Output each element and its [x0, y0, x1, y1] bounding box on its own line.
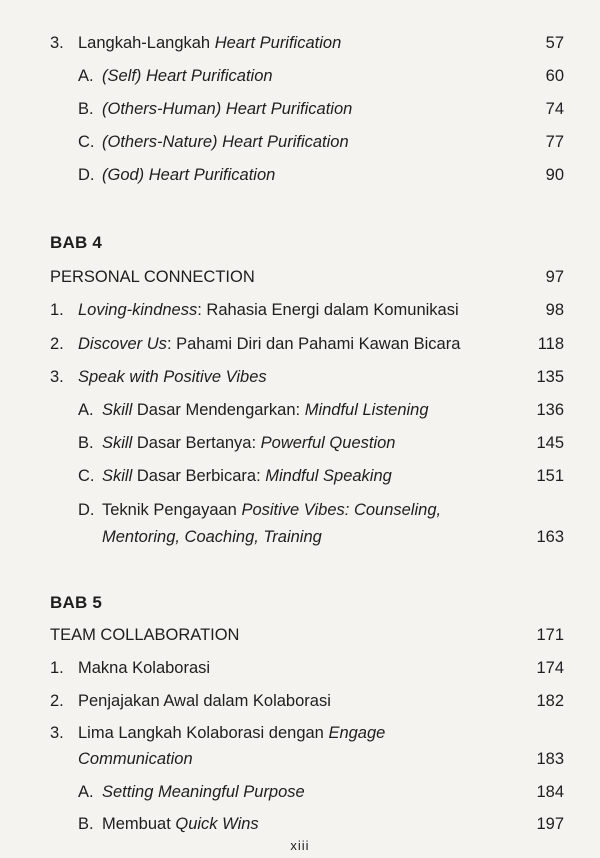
toc-entry [0, 397, 600, 423]
entry-number: A. [78, 783, 94, 801]
entry-number: 3. [50, 34, 64, 52]
chapter-label: BAB 4 [50, 233, 103, 252]
entry-number: A. [78, 67, 94, 85]
entry-page: 60 [545, 67, 564, 85]
entry-title-continued: Mentoring, Coaching, Training [102, 528, 322, 546]
entry-title: Skill Dasar Berbicara: Mindful Speaking [102, 467, 392, 485]
entry-title: Langkah-Langkah Heart Purification [78, 34, 342, 52]
entry-title: Speak with Positive Vibes [78, 368, 267, 386]
toc-entry [0, 30, 600, 56]
entry-page: 98 [545, 301, 564, 319]
entry-number: A. [78, 401, 94, 419]
entry-page: 183 [536, 750, 564, 768]
toc-entry [0, 688, 600, 714]
entry-title: (Others-Human) Heart Purification [102, 100, 353, 118]
toc-entry [0, 96, 600, 122]
toc-entry [0, 811, 600, 837]
entry-title: Membuat Quick Wins [102, 815, 259, 833]
entry-title-continued: Communication [78, 750, 193, 768]
entry-page: 182 [536, 692, 564, 710]
entry-number: C. [78, 467, 95, 485]
entry-page: 118 [537, 335, 564, 353]
entry-title: Skill Dasar Bertanya: Powerful Question [102, 434, 396, 452]
entry-number: 1. [50, 301, 64, 319]
entry-title: (Self) Heart Purification [102, 67, 273, 85]
toc-entry [0, 364, 600, 390]
entry-page: 174 [536, 659, 564, 677]
entry-page: 171 [536, 626, 564, 644]
entry-page: 74 [545, 100, 564, 118]
entry-number: B. [78, 100, 94, 118]
entry-number: C. [78, 133, 95, 151]
entry-page: 136 [536, 401, 564, 419]
entry-number: B. [78, 434, 94, 452]
toc-entry [0, 655, 600, 681]
chapter-title: PERSONAL CONNECTION [50, 268, 255, 286]
toc-entry [0, 779, 600, 805]
entry-number: 1. [50, 659, 64, 677]
entry-title: Penjajakan Awal dalam Kolaborasi [78, 692, 331, 710]
entry-page: 197 [536, 815, 564, 833]
entry-number: 2. [50, 692, 64, 710]
toc-entry [0, 63, 600, 89]
entry-page: 77 [545, 133, 564, 151]
entry-page: 97 [545, 268, 564, 286]
toc-entry [0, 430, 600, 456]
entry-number: B. [78, 815, 94, 833]
toc-entry [0, 297, 600, 323]
entry-page: 145 [536, 434, 564, 452]
entry-page: 163 [536, 528, 564, 546]
entry-title: Teknik Pengayaan Positive Vibes: Counseling, [102, 501, 442, 519]
toc-entry [0, 129, 600, 155]
entry-title: Discover Us: Pahami Diri dan Pahami Kawan Bicara [78, 335, 461, 353]
entry-title: (Others-Nature) Heart Purification [102, 133, 349, 151]
toc-entry [0, 720, 600, 746]
entry-title: Skill Dasar Mendengarkan: Mindful Listening [102, 401, 429, 419]
toc-entry [0, 463, 600, 489]
entry-title: Makna Kolaborasi [78, 659, 211, 677]
toc-entry [0, 331, 600, 357]
entry-number: 2. [50, 335, 64, 353]
chapter-title-entry [0, 622, 600, 648]
entry-number: 3. [50, 368, 64, 386]
toc-entry-continuation [0, 746, 600, 772]
chapter-label: BAB 5 [50, 593, 103, 612]
toc-entry [0, 162, 600, 188]
entry-page: 135 [536, 368, 564, 386]
toc-entry-continuation [0, 524, 600, 550]
entry-title: Loving-kindness: Rahasia Energi dalam Komunikasi [78, 301, 459, 319]
entry-number: D. [78, 501, 95, 519]
entry-page: 184 [536, 783, 564, 801]
entry-page: 57 [545, 34, 564, 52]
entry-number: D. [78, 166, 95, 184]
entry-number: 3. [50, 724, 64, 742]
entry-title: Setting Meaningful Purpose [102, 783, 305, 801]
chapter-title-entry [0, 264, 600, 290]
toc-entry [0, 497, 600, 523]
page-number: xiii [290, 838, 310, 853]
entry-page: 151 [536, 467, 564, 485]
chapter-title: TEAM COLLABORATION [50, 626, 240, 644]
entry-page: 90 [545, 166, 564, 184]
entry-title: (God) Heart Purification [102, 166, 276, 184]
entry-title: Lima Langkah Kolaborasi dengan Engage [78, 724, 386, 742]
